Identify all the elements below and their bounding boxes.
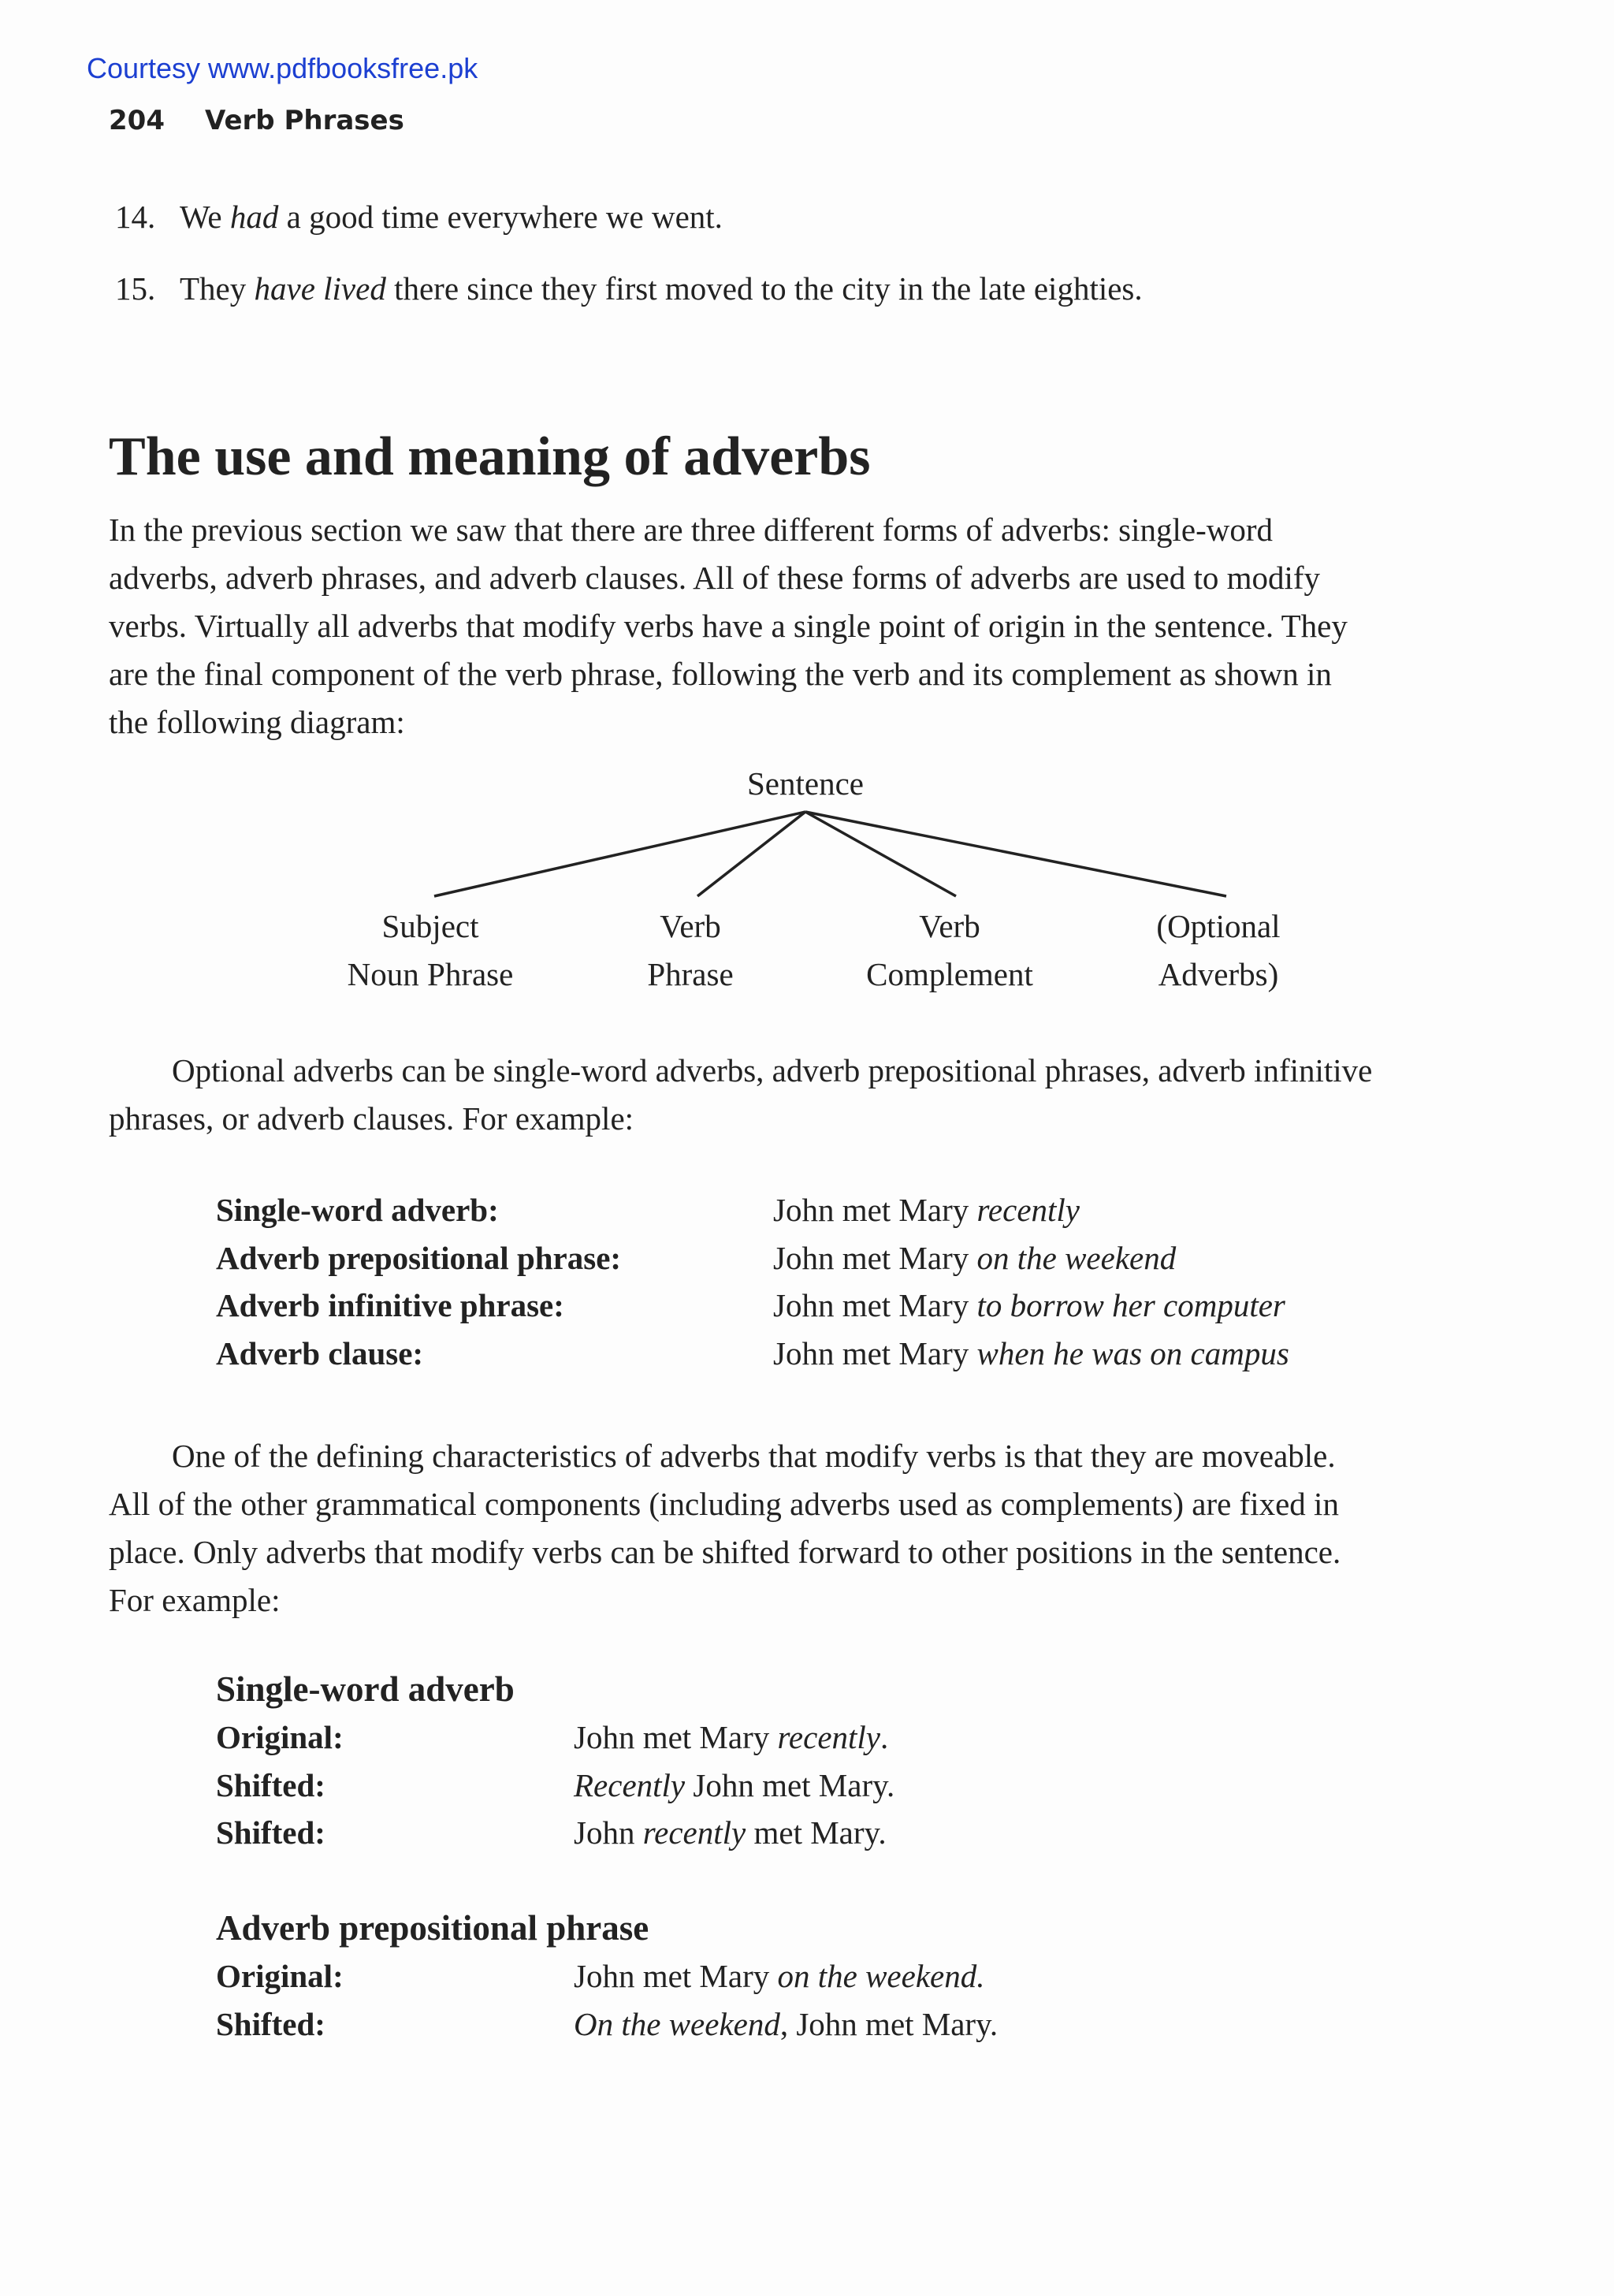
text-line: For example: (109, 1582, 281, 1618)
node-line: Complement (866, 956, 1033, 992)
tree-branch (434, 812, 805, 896)
example-sentence (574, 1766, 894, 1804)
example-label: Shifted: (216, 2006, 325, 2042)
section-heading: The use and meaning of adverbs (109, 426, 871, 487)
text-line: One of the defining characteristics of adverbs that modify verbs is that they are moveable. (172, 1438, 1336, 1474)
text-line: the following diagram: (109, 704, 405, 740)
tree-branch (805, 812, 1226, 896)
example-text: John met Mary. (685, 1767, 895, 1803)
example-sentence (574, 1957, 984, 1995)
courtesy-link[interactable]: Courtesy www.pdfbooksfree.pk (87, 52, 478, 84)
tree-node-verb-phrase (572, 902, 809, 999)
text-line: phrases, or adverb clauses. For example: (109, 1100, 634, 1137)
example-sentence (773, 1286, 1285, 1324)
tree-root-sentence: Sentence (747, 765, 864, 802)
item-emphasis: had (229, 199, 279, 235)
example-text: John met Mary (773, 1240, 977, 1276)
example-label: Adverb prepositional phrase: (216, 1240, 622, 1276)
example-emphasis: when he was on campus (976, 1335, 1289, 1371)
node-line: Noun Phrase (347, 956, 514, 992)
example-group-heading: Single-word adverb (216, 1669, 515, 1709)
example-text: John met Mary (773, 1287, 977, 1323)
text-line: In the previous section we saw that there are three different forms of adverbs: single-word (109, 512, 1274, 548)
example-text: John met Mary (574, 1958, 778, 1994)
text-line: adverbs, adverb phrases, and adverb clauses. All of these forms of adverbs are used to modify (109, 560, 1321, 596)
example-emphasis: On the weekend (574, 2006, 780, 2042)
node-line: Phrase (647, 956, 734, 992)
example-label: Adverb clause: (216, 1335, 424, 1371)
example-label: Single-word adverb: (216, 1192, 499, 1228)
item-text: We (180, 199, 230, 235)
tree-node-optional-adverbs (1100, 902, 1337, 999)
example-group-heading: Adverb prepositional phrase (216, 1908, 649, 1948)
example-sentence (574, 1814, 887, 1851)
example-label: Shifted: (216, 1767, 325, 1803)
example-text: met Mary. (746, 1814, 887, 1851)
item-text: They (180, 270, 255, 307)
example-label: Original: (216, 1719, 344, 1755)
text-line: verbs. Virtually all adverbs that modify verbs have a single point of origin in the sentence. They (109, 608, 1348, 644)
optional-adverbs-paragraph (109, 1047, 1504, 1143)
text-line: Optional adverbs can be single-word adverbs, adverb prepositional phrases, adverb infinitive (172, 1052, 1373, 1088)
example-text: John met Mary (773, 1192, 977, 1228)
running-head (109, 105, 404, 136)
tree-branch (697, 812, 805, 896)
intro-paragraph (109, 506, 1504, 746)
text-line: are the final component of the verb phrase, following the verb and its complement as shown in (109, 656, 1332, 692)
page-number: 204 (109, 105, 165, 136)
node-line: Subject (381, 908, 479, 944)
node-line: Verb (660, 908, 721, 944)
text-line: place. Only adverbs that modify verbs can be shifted forward to other positions in the sentence. (109, 1534, 1341, 1570)
node-line: Adverbs) (1158, 956, 1279, 992)
node-line: (Optional (1156, 908, 1281, 944)
item-number: 14. (115, 199, 156, 235)
example-emphasis: on the weekend. (777, 1958, 985, 1994)
example-text: , John met Mary. (779, 2006, 999, 2042)
tree-node-verb-complement (831, 902, 1068, 999)
example-sentence (773, 1334, 1289, 1372)
item-emphasis: have lived (254, 270, 386, 307)
example-emphasis: to borrow her computer (976, 1287, 1285, 1323)
item-number: 15. (115, 270, 156, 307)
list-item (115, 198, 723, 236)
example-text: John met Mary (574, 1719, 778, 1755)
chapter-title: Verb Phrases (205, 105, 404, 136)
example-label: Adverb infinitive phrase: (216, 1287, 564, 1323)
example-emphasis: Recently (574, 1767, 686, 1803)
example-sentence (574, 2005, 998, 2043)
text-line: All of the other grammatical components (including adverbs used as complements) are fixed in (109, 1486, 1339, 1522)
item-text: there since they first moved to the city in the late eighties. (385, 270, 1143, 307)
example-text: . (880, 1719, 889, 1755)
example-emphasis: recently (777, 1719, 881, 1755)
list-item (115, 270, 1143, 307)
tree-node-subject (312, 902, 549, 999)
moveable-paragraph (109, 1432, 1504, 1624)
example-sentence (574, 1718, 888, 1756)
example-label: Shifted: (216, 1814, 325, 1851)
example-text: John met Mary (773, 1335, 977, 1371)
example-emphasis: recently (976, 1192, 1080, 1228)
example-text: John (574, 1814, 643, 1851)
item-text: a good time everywhere we went. (278, 199, 723, 235)
example-emphasis: on the weekend (976, 1240, 1177, 1276)
example-sentence (773, 1191, 1080, 1229)
example-sentence (773, 1239, 1176, 1277)
example-emphasis: recently (642, 1814, 746, 1851)
example-label: Original: (216, 1958, 344, 1994)
node-line: Verb (919, 908, 980, 944)
tree-branch (805, 812, 956, 896)
